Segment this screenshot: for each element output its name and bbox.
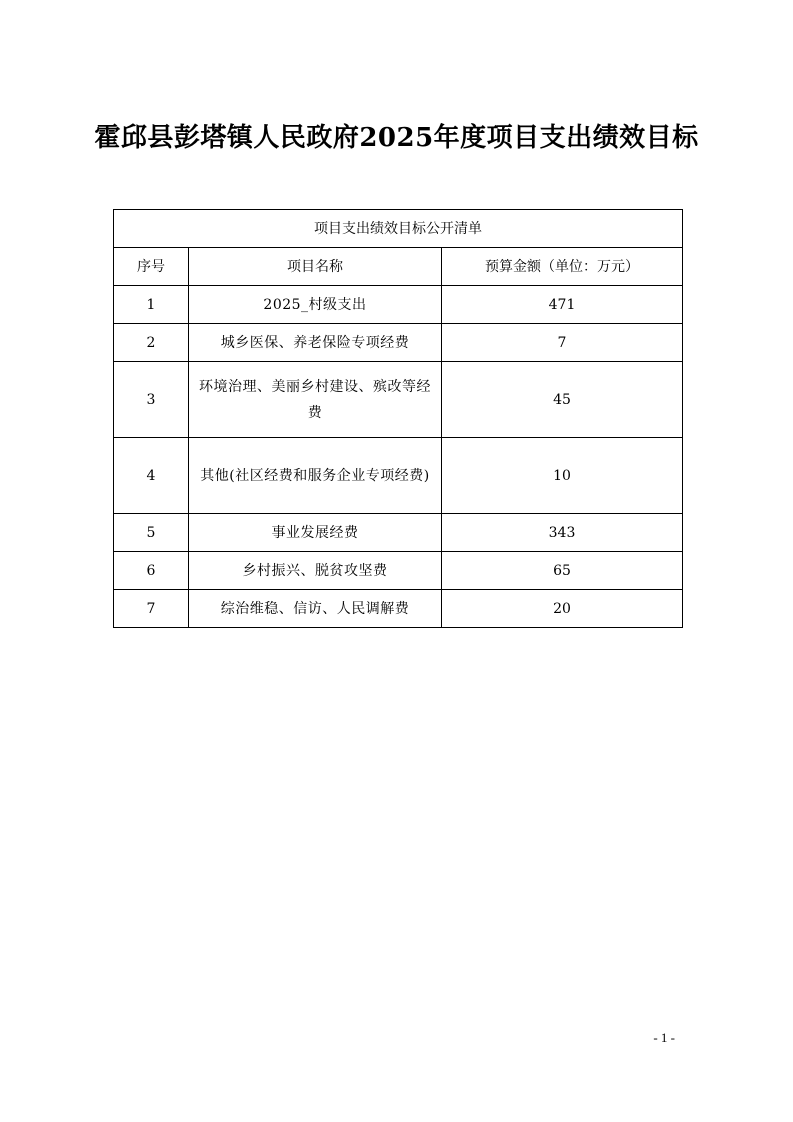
table-row — [114, 514, 683, 552]
table-caption: 项目支出绩效目标公开清单 — [114, 210, 683, 248]
row-no: 7 — [114, 590, 189, 628]
row-amount: 65 — [442, 552, 683, 590]
table-row — [114, 590, 683, 628]
table-header-row — [114, 248, 683, 286]
row-no: 5 — [114, 514, 189, 552]
header-amount: 预算金额（单位：万元） — [442, 248, 683, 286]
row-no: 3 — [114, 362, 189, 438]
table-row — [114, 438, 683, 514]
page-number: - 1 - — [653, 1030, 675, 1045]
table-row — [114, 362, 683, 438]
table-row — [114, 324, 683, 362]
header-name: 项目名称 — [189, 248, 442, 286]
row-amount: 343 — [442, 514, 683, 552]
row-amount: 20 — [442, 590, 683, 628]
row-amount: 471 — [442, 286, 683, 324]
table-row — [114, 552, 683, 590]
row-no: 4 — [114, 438, 189, 514]
row-name: 综治维稳、信访、人民调解费 — [189, 590, 442, 628]
row-amount: 45 — [442, 362, 683, 438]
row-name: 2025_村级支出 — [189, 286, 442, 324]
row-no: 2 — [114, 324, 189, 362]
row-amount: 7 — [442, 324, 683, 362]
table-row — [114, 286, 683, 324]
document-title: 霍邱县彭塔镇人民政府2025年度项目支出绩效目标 — [94, 123, 699, 153]
row-amount: 10 — [442, 438, 683, 514]
row-no: 1 — [114, 286, 189, 324]
row-name: 事业发展经费 — [189, 514, 442, 552]
budget-table — [113, 209, 683, 628]
row-name: 城乡医保、养老保险专项经费 — [189, 324, 442, 362]
row-name: 乡村振兴、脱贫攻坚费 — [189, 552, 442, 590]
table-caption-row — [114, 210, 683, 248]
row-name: 其他(社区经费和服务企业专项经费) — [189, 438, 442, 514]
row-no: 6 — [114, 552, 189, 590]
row-name: 环境治理、美丽乡村建设、殡改等经费 — [189, 362, 442, 438]
header-no: 序号 — [114, 248, 189, 286]
